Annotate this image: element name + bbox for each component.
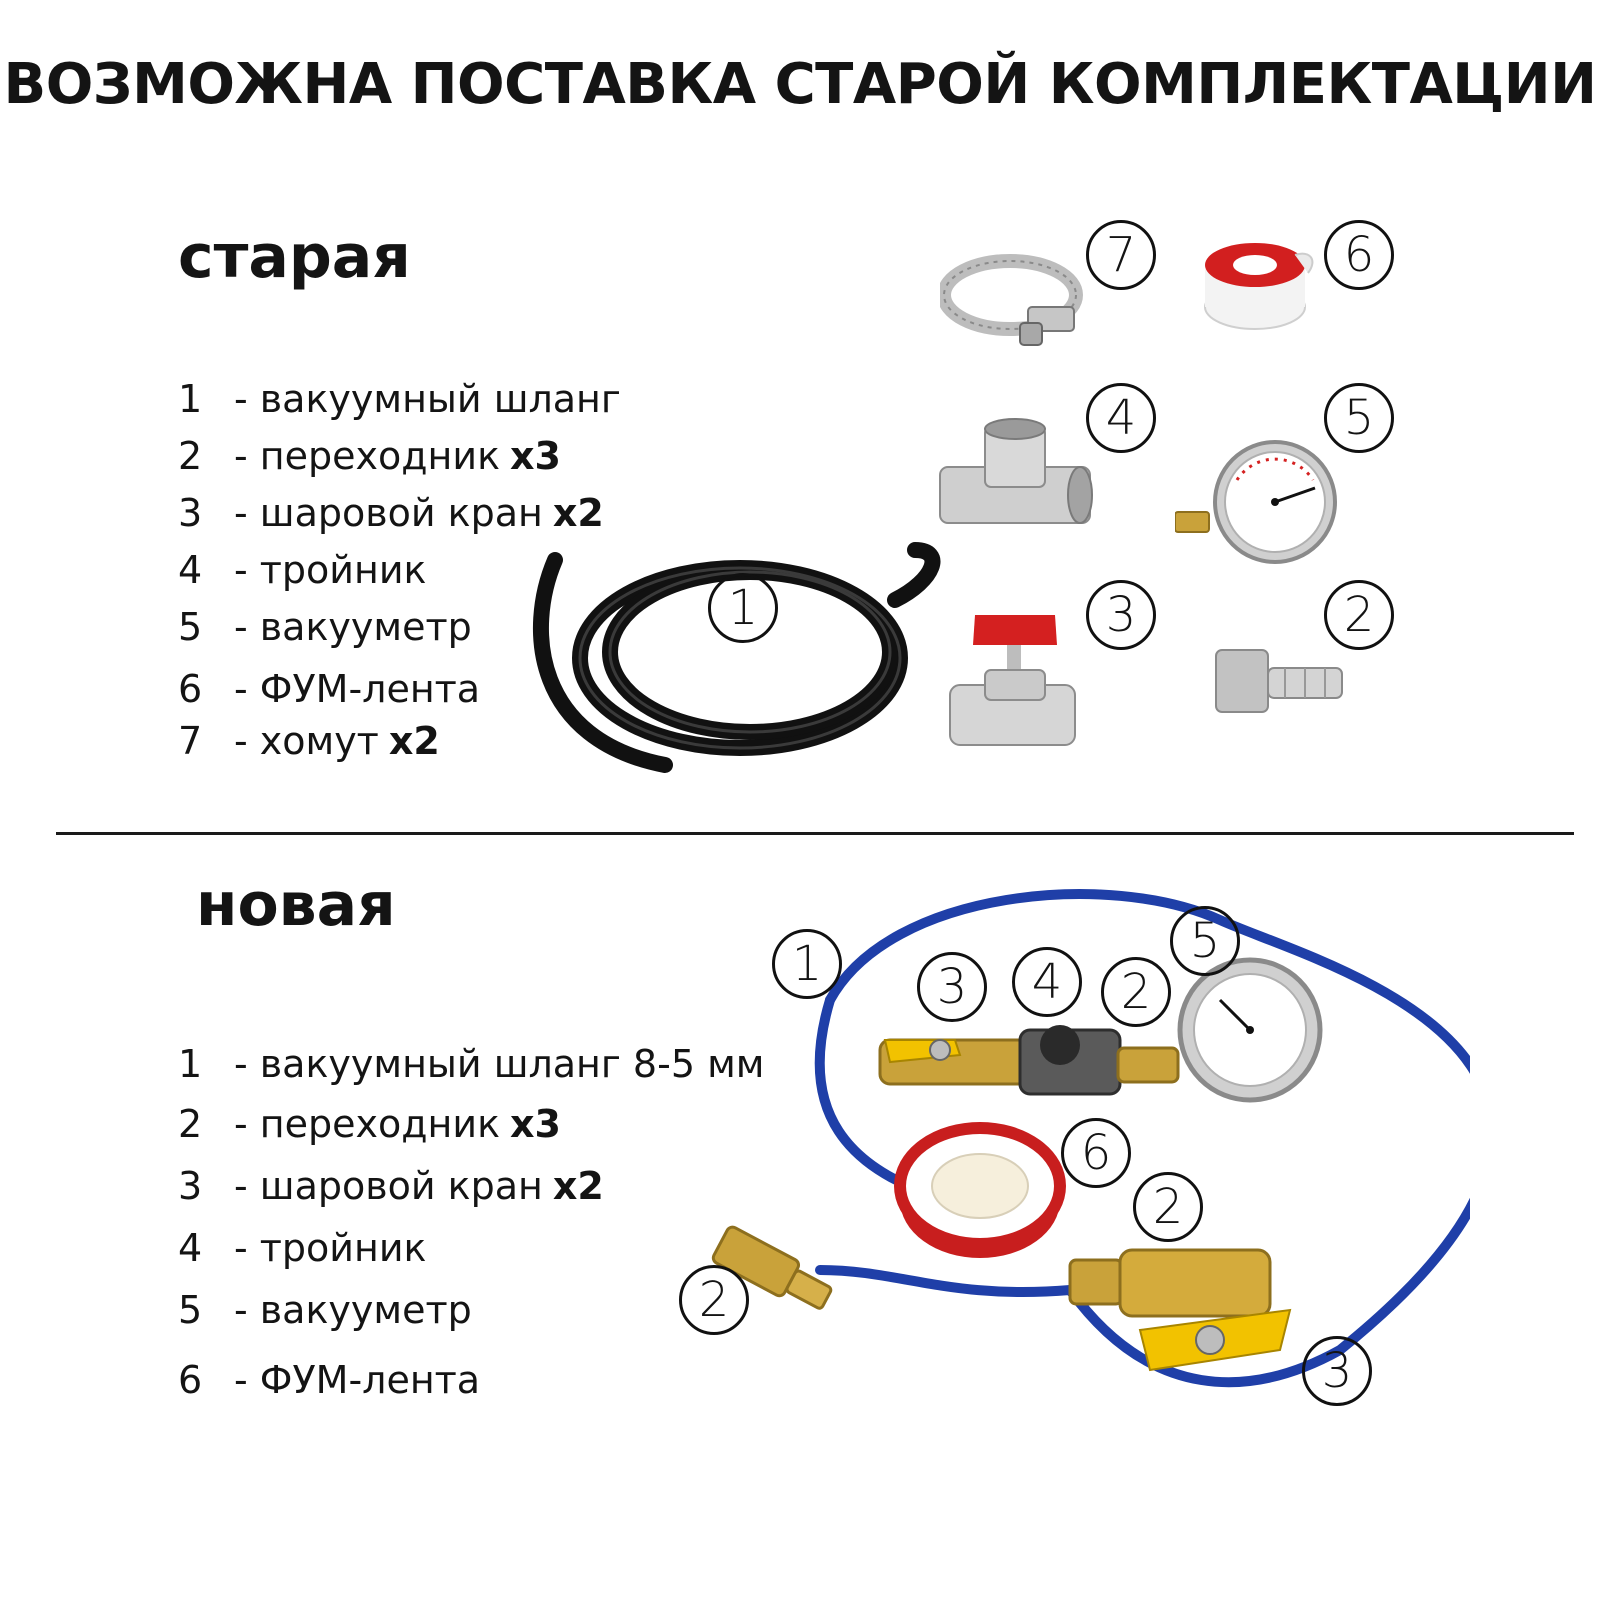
item-number: 1	[178, 1042, 203, 1086]
item-number: 5	[178, 605, 203, 649]
callout-3: 3	[1302, 1336, 1372, 1406]
item-number: 1	[178, 377, 203, 421]
item-label: - переходник	[234, 434, 501, 478]
new-kit-title: новая	[196, 870, 396, 940]
page-title: ВОЗМОЖНА ПОСТАВКА СТАРОЙ КОМПЛЕКТАЦИИ	[3, 52, 1597, 117]
ball-valve-image	[945, 605, 1085, 755]
list-item	[178, 605, 482, 649]
list-item	[178, 377, 631, 421]
item-label: - хомут	[234, 719, 379, 763]
list-item	[178, 1358, 490, 1402]
item-label: - вакуумный шланг	[234, 377, 621, 421]
item-number: 3	[178, 491, 203, 535]
callout-7: 7	[1086, 220, 1156, 290]
callout-2: 2	[1324, 580, 1394, 650]
item-label: - тройник	[234, 1226, 427, 1270]
list-item	[178, 1102, 561, 1146]
item-qty: x3	[510, 1102, 561, 1146]
item-number: 5	[178, 1288, 203, 1332]
hose-clamp-image	[940, 245, 1090, 355]
item-qty: x2	[388, 719, 440, 763]
list-item	[178, 491, 604, 535]
item-number: 2	[178, 434, 203, 478]
callout-6: 6	[1324, 220, 1394, 290]
fum-tape-image	[1200, 225, 1320, 335]
item-label: - шаровой кран	[234, 1164, 543, 1208]
item-number: 4	[178, 1226, 203, 1270]
item-label: - переходник	[234, 1102, 501, 1146]
callout-5: 5	[1170, 906, 1240, 976]
section-divider	[56, 832, 1574, 835]
list-item	[178, 434, 561, 478]
old-kit-title: старая	[178, 222, 411, 292]
item-number: 6	[178, 1358, 203, 1402]
list-item	[178, 548, 437, 592]
item-label: - ФУМ-лента	[234, 1358, 481, 1402]
item-label: - тройник	[234, 548, 427, 592]
vacuum-gauge-image	[1175, 440, 1345, 570]
list-item	[178, 667, 490, 711]
list-item	[178, 719, 440, 763]
callout-1: 1	[772, 929, 842, 999]
callout-4: 4	[1086, 383, 1156, 453]
item-number: 2	[178, 1102, 203, 1146]
item-label: - вакууметр	[234, 1288, 472, 1332]
list-item	[178, 1226, 437, 1270]
callout-2: 2	[679, 1265, 749, 1335]
callout-5: 5	[1324, 383, 1394, 453]
list-item	[178, 1288, 482, 1332]
callout-1: 1	[708, 573, 778, 643]
callout-4: 4	[1012, 947, 1082, 1017]
item-qty: x3	[510, 434, 561, 478]
callout-3: 3	[1086, 580, 1156, 650]
list-item	[178, 1164, 604, 1208]
callout-2: 2	[1101, 957, 1171, 1027]
item-number: 3	[178, 1164, 203, 1208]
list-item	[178, 1042, 774, 1086]
item-number: 6	[178, 667, 203, 711]
item-qty: x2	[552, 1164, 604, 1208]
item-label: - ФУМ-лента	[234, 667, 481, 711]
callout-6: 6	[1061, 1118, 1131, 1188]
item-qty: x2	[552, 491, 604, 535]
callout-2: 2	[1133, 1172, 1203, 1242]
callout-3: 3	[917, 952, 987, 1022]
barb-adapter-image	[1210, 640, 1350, 730]
item-number: 7	[178, 719, 203, 763]
item-label: - шаровой кран	[234, 491, 543, 535]
item-number: 4	[178, 548, 203, 592]
item-label: - вакуумный шланг 8-5 мм	[234, 1042, 765, 1086]
tee-fitting-image	[930, 415, 1100, 545]
item-label: - вакууметр	[234, 605, 472, 649]
